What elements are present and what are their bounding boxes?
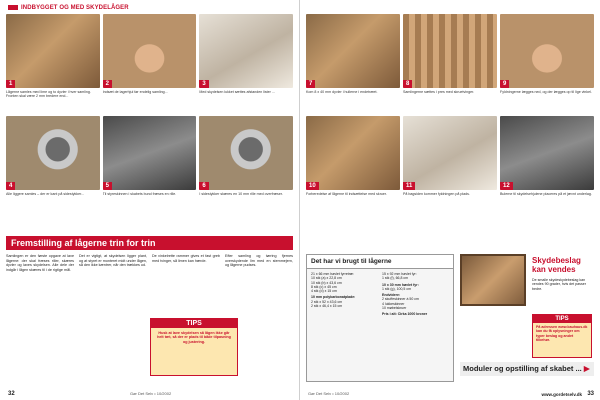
sidebar-panel — [460, 254, 594, 382]
cabinet-photo — [460, 254, 526, 306]
section-header: INDBYGGET OG MED SKYDELÅGER — [8, 5, 129, 11]
step-photo: 1 — [6, 14, 100, 88]
photo-grid-top — [6, 14, 293, 112]
material-line: 10 møbelskruer — [382, 306, 407, 311]
article-title: Fremstilling af lågerne trin for trin — [6, 236, 293, 250]
step-9 — [500, 14, 594, 112]
material-line: 4 stk (d) x 15 cm — [311, 289, 337, 294]
material-line: 10 stk (b) x 43,6 cm — [311, 280, 342, 285]
step-5 — [103, 116, 197, 214]
materials-title: Det har vi brugt til lågerne — [307, 255, 453, 269]
photo-grid-bottom — [6, 116, 293, 214]
sidebar-text: De smalle skydeskydebeslag kan vendes 90 grader, hvis det passer bedre. — [532, 278, 586, 291]
photo-grid-top — [306, 14, 594, 112]
step-11 — [403, 116, 497, 214]
page-number: 33 — [587, 391, 594, 397]
material-line: 8 stk (c) x 45 cm — [311, 284, 337, 289]
material-line: 10 mm polykarbonatplade: — [311, 295, 356, 300]
tips-heading: TIPS — [151, 319, 237, 328]
material-line: 2 skuffeskinner á 50 cm — [382, 297, 419, 302]
step-8 — [403, 14, 497, 112]
step-4 — [6, 116, 100, 214]
step-caption: Fyldningerne lægges ned, og der lægges op til lige vinkel. — [500, 90, 592, 94]
step-7 — [306, 14, 400, 112]
step-caption: Forberedelse af lågerne til indsættelse med skruer. — [306, 192, 387, 196]
step-6 — [199, 116, 293, 214]
material-line: 10 stk (a) x 22,8 cm — [311, 276, 342, 281]
step-photo: 6 — [199, 116, 293, 190]
tips-box — [150, 318, 238, 376]
material-line: 1 stk (g), 100,5 cm — [382, 286, 411, 291]
step-caption: På bagsiden kommer fyldningen på plads. — [403, 192, 470, 196]
arrow-right-icon: ▶ — [583, 364, 590, 373]
step-3 — [199, 14, 293, 112]
tips-heading: TIPS — [533, 315, 591, 323]
tips-box — [532, 314, 592, 358]
body-column: Efter samling og tørring fjernes overskydende lim med en stemmejern, og lågerne pudses. — [225, 254, 293, 267]
page-number: 32 — [8, 391, 15, 397]
material-line: 15 x 92 mm høvlet fyr: — [382, 272, 417, 276]
body-column: Det er vigtigt, at skydelsen ligger plant, og at styret er monteret midt under lågen, så den ikke kæntrer, når den trækkes ud. — [79, 254, 147, 267]
step-1 — [6, 14, 100, 112]
step-caption: Alle liggere samles – der er kant på sidestykker... — [6, 192, 85, 196]
step-caption: Samlingerne sættes i pres med skruetvinger. — [403, 90, 475, 94]
step-12 — [500, 116, 594, 214]
body-column: De vinkelrette rammer gives et fast greb med tvinger, så limen kan hærde. — [152, 254, 220, 263]
material-line: 1 stk (f), 66,8 cm — [382, 276, 409, 281]
sidebar-title: Skydebeslag kan vendes — [532, 256, 581, 274]
material-line: 21 x 66 mm høvlet fyrretræ: — [311, 272, 354, 276]
next-article-teaser: Moduler og opstilling af skabet ... ▶ — [460, 362, 594, 376]
step-caption: Lågerne samles med lime og to dyvler i hver samling. Fronten skal være 2 mm bredere end... — [6, 90, 91, 99]
tips-body: Husk at lave skydelsen så lågen ikke går helt tæt, så der er plads til både tilpasning og justering. — [157, 331, 231, 344]
material-line: 2 stk x 46,4 x 15 cm — [311, 304, 343, 309]
step-caption: Til styreskinnen i skabets bund fræses en rille. — [102, 192, 177, 196]
material-line: 4 lukkeskinner — [382, 301, 405, 306]
right-page — [300, 0, 600, 400]
step-caption: Med skydelsen lukket sættes afstanden lister ... — [199, 90, 275, 94]
photo-grid-bottom — [306, 116, 594, 214]
step-photo: 10 — [306, 116, 400, 190]
material-line: Pris i alt: Cirka 1000 kroner — [382, 312, 428, 317]
materials-column-1 — [311, 272, 378, 317]
folio: Gør Det Selv • 10/2002 — [130, 391, 172, 396]
materials-column-2 — [382, 272, 449, 317]
step-caption: Bulerne til skydelsehjulene placeres på et jævnt underlag. — [500, 192, 592, 196]
step-caption: Indsæt de lagerhjul før endelig samling... — [102, 90, 168, 94]
step-2 — [103, 14, 197, 112]
step-photo: 8 — [403, 14, 497, 88]
step-10 — [306, 116, 400, 214]
material-line: 10 x 30 mm høvlet fyr: — [382, 282, 419, 287]
step-photo: 3 — [199, 14, 293, 88]
folio: Gør Det Selv • 10/2002 — [308, 391, 350, 396]
step-photo: 11 — [403, 116, 497, 190]
tips-body: På adressen www.bauhaus.dk kan du få oplysninger om typer beslag og andet tilbehør. — [536, 325, 588, 343]
website-link[interactable]: www.gordetselv.dk — [541, 392, 582, 397]
body-column: Samlingen er den første opgave at lave lågerne: der skal fræses riller, skæres dyvler og laves skydelsen. Alle dele der indgår i lågen skæres til i de rigtige mål. — [6, 254, 74, 272]
step-photo: 4 — [6, 116, 100, 190]
material-line: Endvidere: — [382, 293, 401, 298]
step-photo: 7 — [306, 14, 400, 88]
step-photo: 9 — [500, 14, 594, 88]
step-caption: I sidestykker skæres en 10 mm rille med overfræser. — [199, 192, 283, 196]
step-photo: 5 — [103, 116, 197, 190]
material-line: 2 stk x 52 x 43,6 cm — [311, 299, 343, 304]
header-bar — [8, 5, 18, 10]
step-photo: 2 — [103, 14, 197, 88]
step-photo: 12 — [500, 116, 594, 190]
step-caption: Kom 8 x 40 mm dyvler i hullerne i endetræet. — [306, 90, 378, 94]
materials-box — [306, 254, 454, 382]
